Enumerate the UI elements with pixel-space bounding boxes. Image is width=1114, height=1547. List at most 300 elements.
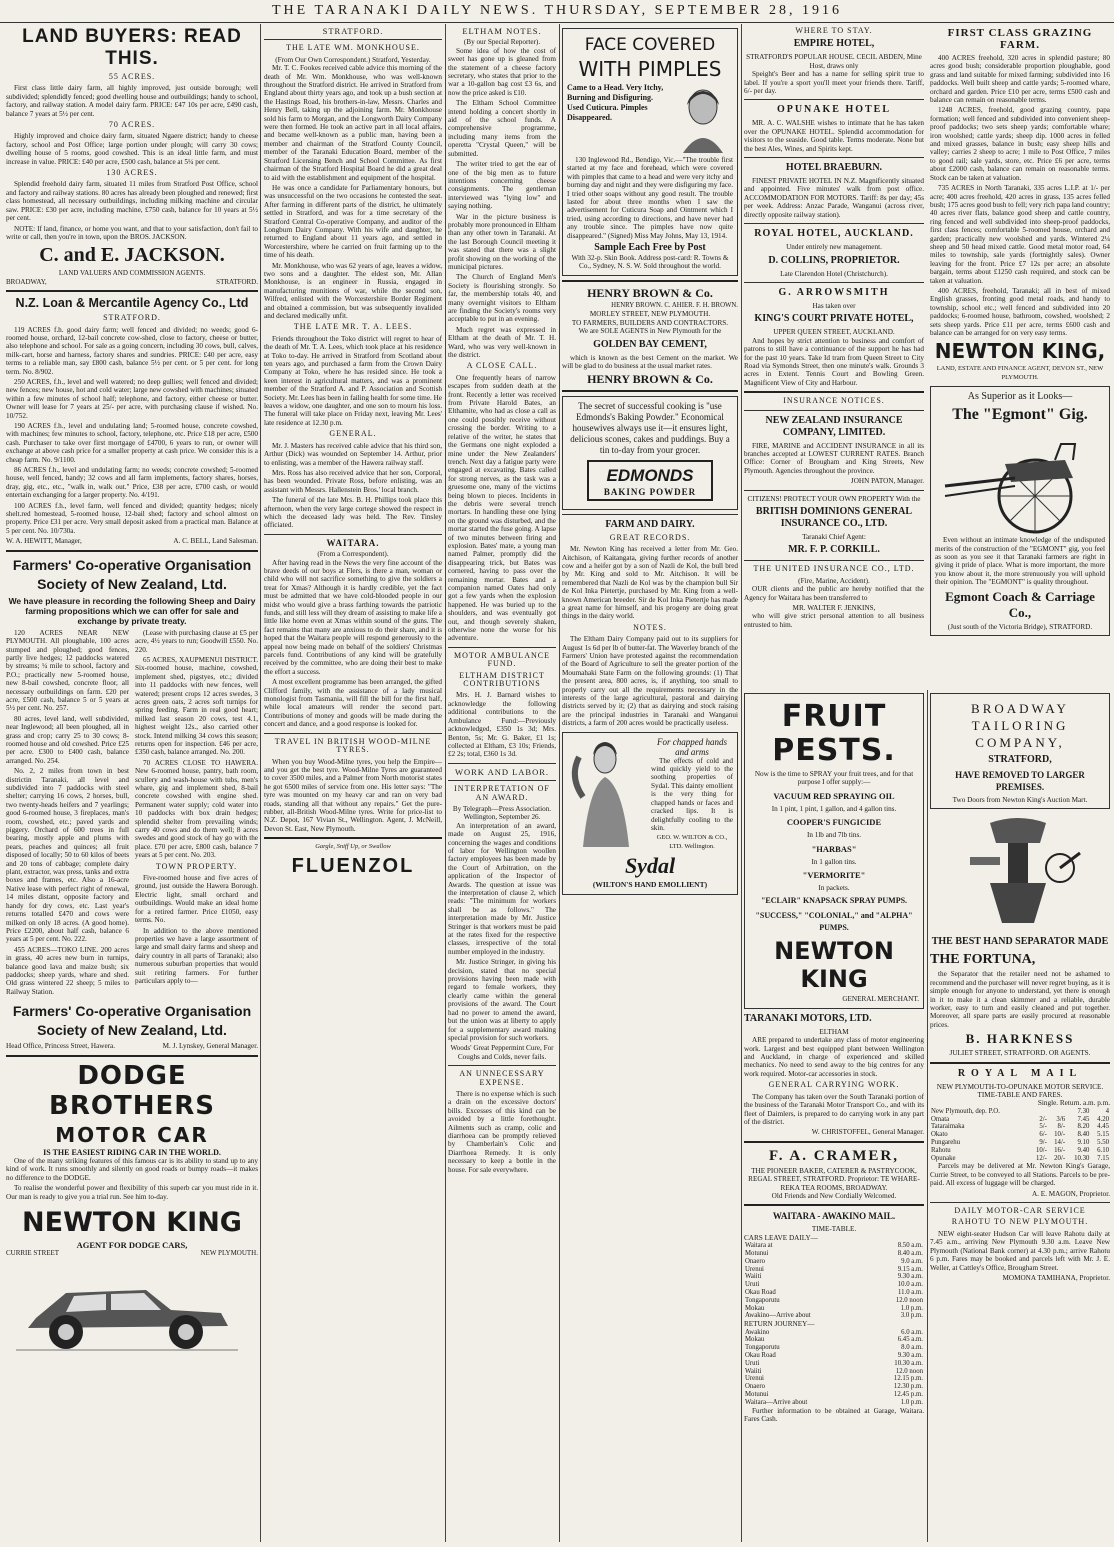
divider (6, 1055, 258, 1057)
great-records-p: Mr. Newton King has received a letter from Mr. Geo. Aitchison, of Kaitangata, giving further records of another cow and a heifer got by a son of Nazli de Kol, the bull bred by Mr. King and sold to Mr. Aitchison. It will be remembered that Nazli de Kol was by the champion bull Sir de Kol Inka Pietertje, purchased by Mr. King from a well-known American breeder. Sir de Kol Inka Pietertje has made a great name for himself, and his progeny are doing great things in the dairy world. (562, 545, 738, 621)
royal-hotel-title: ROYAL HOTEL, AUCKLAND. (754, 228, 914, 240)
column-rule (741, 24, 742, 1542)
eltham-heading: ELTHAM NOTES. (462, 26, 542, 36)
daily-motor-text: NEW eight-seater Hudson Car will leave Rahotu daily at 7.45 a.m., arriving New Plymouth 9.30 a.m. Leave New Plymouth (National Bank corner) at 4.30 p.m.; arrive Rahotu 6 p.m. Fares may be booked and parcels left with Mr. J. E. Weller, at Cattley's Office, Brougham Street. (930, 1229, 1110, 1272)
timetable-row (744, 1305, 924, 1313)
sydal-logo: Sydal (624, 853, 676, 879)
harkness-title: B. HARKNESS (965, 1031, 1075, 1047)
timetable-stop: Motunui (745, 1390, 769, 1398)
farmers-r2: 65 ACRES, XAUPMENUI DISTRICT. Six-roomed house, machine, cowshed, implement shed, pigstyes, etc.; divided into 11 paddocks with new fences, well watered; present crops 12 acres swedes, 3 acres green oats, 2 acres soft turnips for spring feeding. Farm in real good heart; milked last season 20 cows, test 4.1, highest weight 12s., also carried other stock. Intend milking 34 cows this season; returns open for inspection. £46 per acre, £350 cash, balance arranged. No. 200. (135, 655, 258, 757)
fruit-pests-item-4-sub: In packets. (818, 884, 850, 893)
nz-loan-100: 100 ACRES f.h., level farm, well fenced and divided; quantity hedges; nicely shelt.red homestead, 5-roomed house, 12-bail shed; factory and school almost on property. Price £31 per acre. Very small deposit asked from a practical man. Balance at 5 per cent. No. 10/730a. (6, 501, 258, 535)
timetable-value: 8.40 a.m. (897, 1249, 923, 1257)
taranaki-motors-sub: ELTHAM (819, 1027, 849, 1036)
timetable-value: 4 (1105, 1107, 1109, 1115)
timetable-stop: Urenui (745, 1375, 764, 1383)
opunake-hotel-text: MR. A. C. WALSHE wishes to intimate that he has taken over the OPUNAKE HOTEL. Splendid accommodation for visitors to the seaside. Good table. Terms moderate. None but the best Ales, Wines, and Spirits kept. (744, 119, 924, 153)
divider (744, 1141, 924, 1143)
dodge-p2: To realise the wonderful power and flexibility of this superb car you must ride in it. Our man is ready to give you a trial run. See him to-day. (6, 1184, 258, 1201)
woods-cure-ad: Woods' Great Peppermint Cure, For Coughs and Colds, never fails. (450, 1044, 554, 1061)
timetable-row (744, 1375, 924, 1383)
fruit-pests-ad (744, 693, 924, 1009)
timetable-stop: Okato (931, 1131, 948, 1139)
gig-title: The "Egmont" Gig. (952, 406, 1088, 424)
eltham-byline: (By our Special Reporter). (463, 38, 541, 47)
royal-mail-sub: NEW PLYMOUTH-TO-OPUNAKE MOTOR SERVICE. (936, 1082, 1104, 1091)
ad-130-heading: 130 ACRES. (106, 168, 158, 178)
timetable-value: 9/- (1039, 1139, 1047, 1147)
dodge-title: DODGE BROTHERS (49, 1060, 215, 1121)
sydal-sub: (WILTON'S HAND EMOLLIENT) (592, 880, 708, 890)
farmers-more: No. 2, 2 miles from town in best districtin Taranaki, all level and subdivided into 7 paddocks with steel shelter; carrying 16 cows, 2 horses, bull, two twenty-heads heifers and 7 yearlings; good 6-roomed house, 3 fireplaces, man's room, cowshed, etc.; paved yards and piggery. Orchard of 600 trees in full bearing, mostly apple and plums with pears, peaches and quinces; all fruit disposed of locally; 50 to 60 kilos of beets and 20 tons of cabbage; complete dairy plant, extractor, wax press, tanks and extra boxes and frames, etc. Also a 16-acre Native lease with perfect right of renewal, 14 miles distant, opposite factory and handy for dry cows, etc. Last year's returns totalled £470 and cows were milked on only 18 acres. (A good home). Price £2200, about half cash, balance 6 years at 5 per cent. No. 222. (6, 767, 129, 944)
broadway-tailoring-text: HAVE REMOVED TO LARGER PREMISES. (955, 770, 1085, 792)
farmers-455: 455 ACRES—TOKO LINE. 200 acres in grass, 40 acres new burn in turnips, balance good lava and maize bush; six paddocks; sheep yards, whare and shed. Old grass wintered 22 sheep; 5 miles to Railway Station. (6, 945, 129, 996)
timetable-value: 8.40 (1077, 1131, 1090, 1139)
award-heading: INTERPRETATION OF AN AWARD. (454, 784, 550, 802)
dodge-p1: One of the many striking features of this famous car is its ability to stand up to any kind of work. It runs smoothly and silently on good roads or bumpy roads—it makes no difference to the DODGE. (6, 1156, 258, 1182)
opunake-hotel-title: OPUNAKE HOTEL (776, 104, 892, 116)
timetable-value (1030, 1108, 1048, 1116)
timetable-value: 5.15 (1097, 1131, 1109, 1139)
timetable-row (744, 1329, 924, 1337)
waitara-p1: After having read in the News the very fine account of the brave deeds of our boys at Flers, is there a man, woman or child who will not sacrifice something to give the soldiers a treat for Xmas? Although it is hardly credible, yet the fact must be admitted that we have cold-blooded people in our midst who would give a brass farthing towards the patriotic funds, and still less will they dream of assisting to make life a little like home even at Xmas within sound of the guns. The fact remains that many are anxious to do their share, and it is hoped that the Waitara people will respond generously to the appeal now being made on behalf of the soldiers' Christmas parcels fund. Contributions of any kind will be gratefully received by the committee, who are doing their best to make the effort a success. (264, 558, 442, 676)
dodge-car-illustration (6, 1258, 246, 1358)
timetable-row (744, 1360, 924, 1368)
royal-mail-table (930, 1108, 1110, 1163)
royal-mail-columns: Single. Return. a.m. p.m. (1037, 1099, 1110, 1108)
divider (264, 39, 442, 40)
farmers-signature (6, 1042, 258, 1050)
column-6-bottom (930, 693, 1110, 1543)
column-2 (264, 24, 442, 1544)
henry-brown-title: HENRY BROWN & Co. (587, 285, 713, 300)
timetable-value: 8/- (1057, 1123, 1066, 1131)
timetable-value: 9.30 a.m. (897, 1273, 923, 1281)
harkness-sub: JULIET STREET, STRATFORD. OR AGENTS. (949, 1049, 1091, 1058)
separator-heading: THE BEST HAND SEPARATOR MADE (931, 936, 1109, 948)
henry-brown-title-2: HENRY BROWN & Co. (587, 372, 713, 387)
fruit-pests-item-4: "VERMORITE" (802, 870, 866, 881)
timetable-value: 10.0 a.m. (897, 1281, 923, 1289)
eltham-p4: War in the picture business is probably more pronounced in Eltham than any other town in Taranaki. At the last Borough Council meeting it was stated that there was a slight profit showing on the working of the municipal pictures. (448, 212, 556, 271)
where-to-stay-heading: WHERE TO STAY. (795, 26, 873, 35)
ambulance-subheading: ELTHAM DISTRICT CONTRIBUTIONS (459, 670, 545, 689)
timetable-stop: Pungarehu (931, 1139, 961, 1147)
pimples-sub: Came to a Head. Very Itchy, Burning and Disfiguring. Used Cuticura. Pimples Disappeared. (567, 83, 664, 122)
grazing-farm-title: FIRST CLASS GRAZING FARM. (947, 27, 1093, 51)
cramer-sub: THE PIONEER BAKER, CATERER & PASTRYCOOK, REGAL STREET, STRATFORD. Proprietor: TE WHARE-REKA TEA ROOMS, BROADWAY. (748, 1166, 920, 1192)
waitara-outbound-table (744, 1242, 924, 1320)
work-labor-heading: WORK AND LABOR. (454, 766, 550, 777)
ad-55-text: First class little dairy farm, all highly improved, just outside borough; well subdivided; splendidly fenced; good dwelling house and outbuildings; handy to school, factory, and railway station. A model dairy farm. PRICE: £47 10s per acre, £490 cash, balance 7 years at 5½ per cent. (6, 84, 258, 118)
ad-70-text: Highly improved and choice dairy farm, situated Ngaere district; handy to cheese factory, school and Post Office; large portion under plough; will carry 30 cows; dwelling house of 5 rooms, good cowshed. This is an ideal little farm, and must increase in value. PRICE: £40 per acre, £500 cash, balance at 5¼ per cent. (6, 132, 258, 166)
henry-brown-agent: We are SOLE AGENTS in New Plymouth for the (578, 327, 722, 336)
column-5-bottom (744, 693, 924, 1543)
divider (930, 1062, 1110, 1064)
newton-king-address (6, 1249, 258, 1257)
nz-loan-salesman: A. C. BELL, Land Salesman. (173, 537, 258, 546)
timetable-stop: Okau Road (745, 1351, 776, 1359)
column-rule (559, 24, 560, 1542)
expense-heading: AN UNNECESSARY EXPENSE. (459, 1069, 545, 1087)
nz-loan-119: 119 ACRES f.h. good dairy farm; well fenced and divided; no weeds; good 6-roomed house, orchard, 12-bail concrete cow-shed, close to factory, cheese or butter, also telephone and school. For sale as a going concern, including 30 cows, bull, calves, milk-cart, horse and harness, factory shares and sundries. PRICE: £40 per acre, easy terms to a reliable man, say £800 cash, balance 5½ per cent. or 5 per cent. for long term. No. 8/902. (6, 325, 258, 376)
fruit-pests-item-5: "ECLAIR" KNAPSACK SPRAY PUMPS. (760, 896, 908, 906)
timetable-row (744, 1273, 924, 1281)
dodge-tag: IS THE EASIEST RIDING CAR IN THE WORLD. (43, 1147, 221, 1157)
nz-loan-manager: W. A. HEWITT, Manager, (6, 537, 82, 546)
grazing-735: 735 ACRES in North Taranaki, 335 acres L.I.P. at 1/- per acre; 400 acres freehold, 420 acres in grass, 135 acres felled bush; 175 acres good bush to fell; very rich papa land country; 40 acres river flats, balance good sheep and cattle country, ring fenced and well subdivided into sheep-proof paddocks, first class fences; comfortable 5-roomed house, orchard and garden; practically new woolshed and yards. Wintered 2¼ sheep and 50 head mixed cattle. Good metal motor road, 64 miles to township, sale yards (fortnightly sales). Owner leaving for the front. Price £7 12s per acre; an absolute bargain, terms about £1250 cash required, and stock can be taken at valuation. (930, 184, 1110, 285)
nz-loan-250: 250 ACRES, f.h., level and well watered; no deep gullies; well fenced and divided; new fences; new house, hot and cold water; large new cowshed with machines; situated within a few minutes of school half; telephone, and factory, either cheese or butter. Owner will lease for 7 years at 25/- per acre, with purchasing clause if wished. No. 10/752. (6, 377, 258, 420)
monkhouse-p2: He was once a candidate for Parliamentary honours, but was unsuccessful on the two occasions he contested the seat. After farming in different parts of the district, he ultimately settled in Stratford, and was for a time secretary of the Stratford Central Co-operative Company, and auditor of the Longburn Dairy Company. With his wife and daughter, he returned to England about 11 years ago, and settled in Worcestershire, where he carried on fruit farming up to the time of his death. (264, 183, 442, 260)
timetable-value: 7.45 (1077, 1115, 1090, 1123)
empire-hotel-sub: STRATFORD'S POPULAR HOUSE. CECIL ABDEN, Mine Host, draws only (746, 53, 922, 70)
timetable-value: 2/- (1039, 1115, 1047, 1123)
gig-text: Even without an intimate knowledge of the undisputed merits of the construction of the "EGMONT" gig, you feel as soon as you see it that Taranaki farmers are right in giving it pride of place. What is more important, the more you know about it, the more strenuously you will uphold their opinion. The "EGMONT" is quality throughout. (935, 536, 1105, 587)
divider (448, 763, 556, 764)
farmers-right-col (135, 629, 258, 998)
general-heading: GENERAL. (329, 429, 377, 439)
farm-dairy-heading: FARM AND DAIRY. (605, 518, 695, 530)
united-insurance-text-2: who will give strict personal attention to all business entrusted to him. (744, 612, 924, 629)
fruit-pests-item-3: "HARBAS" (811, 843, 857, 854)
nz-insurance-text: FIRE, MARINE and ACCIDENT INSURANCE in all its branches accepted at LOWEST CURRENT RATES. Branch Office: Corner of Brougham and King Streets, New Plymouth. Agencies throughout the province. (744, 441, 924, 475)
column-rule (445, 24, 446, 1542)
fruit-pests-item-1-sub: In 1 pint, 1 pint, 1 gallon, and 4 gallon tins. (771, 804, 897, 813)
waitara-note: Further information to be obtained at Garage, Waitara. Fares Cash. (744, 1406, 924, 1423)
broadway-tailoring-location: Two Doors from Newton King's Auction Mart. (952, 796, 1088, 804)
stratford-dateline: STRATFORD. (322, 26, 384, 36)
timetable-value: 9.10 (1077, 1139, 1090, 1147)
pimples-offer: Sample Each Free by Post (594, 242, 706, 254)
eltham-p6: Much regret was expressed in Eltham at the death of Mr. T. H. Ward, who was very well-known in the district. (448, 325, 556, 360)
newton-king-logo: NEWTON KING (22, 1207, 242, 1238)
jackson-note: NOTE: If land, finance, or home you want, and that to your satisfaction, don't fail to write or call, then you're in town, upon the BROS. JACKSON. (6, 224, 258, 241)
eltham-p2: The Eltham School Committee intend holding a concert shortly in aid of the school funds. A comprehensive programme, including many items from the operetta "Crystal Queen," will be submitted. (448, 99, 556, 158)
timetable-stop: Omata (931, 1115, 950, 1123)
grazing-400b: 400 ACRES, freehold, Taranaki; all in best of mixed English grasses, fronting good metal roads, and handy to township, school etc.; well fenced and subdivided into 20 paddocks; 6-roomed house, bathroom, cowshed, woolshed; 2 sets sheep yards. Price £11 per acre, terms £600 cash and balance can be arranged for on very easy terms. (930, 286, 1110, 337)
close-call-heading: A CLOSE CALL. (466, 361, 538, 371)
timetable-stop: Opunake (931, 1154, 956, 1162)
timetable-stop: Waitara at (745, 1242, 773, 1250)
citizens-agent: Taranaki Chief Agent: (802, 533, 866, 541)
eltham-p3: The writer tried to get the ear of one of the big men as to future intentions concerning cheese consignments. The gentleman interviewed was "lying low" and saying nothing. (448, 160, 556, 211)
column-3 (448, 24, 556, 1544)
nz-insurance-title: NEW ZEALAND INSURANCE COMPANY, LIMITED. (765, 414, 903, 438)
farmers-intro: We have pleasure in recording the following Sheep and Dairy farming propositions which we can offer for sale and exchange by private treaty. (8, 595, 256, 626)
arrowsmith-title: G. ARROWSMITH (778, 286, 890, 298)
timetable-stop: Okau Road (745, 1288, 776, 1296)
sydal-copy (651, 737, 733, 851)
timetable-value: 6.45 a.m. (897, 1336, 923, 1344)
citizens-text: CITIZENS! PROTECT YOUR OWN PROPERTY With the (747, 494, 921, 503)
divider (6, 290, 258, 292)
cramer-text: Old Friends and New Cordially Welcomed. (771, 1191, 897, 1200)
royal-mail-title: ROYAL MAIL (957, 1067, 1083, 1079)
award-p1: An interpretation of an award, made on August 25, 1916, concerning the wages and conditions of labor for Wellington woollen factory employees has been made by the Court of Arbitration, on the application of the Inspector of Awards. The question at issue was the interpretation of clause 2, which reads: "The minimum for workers shall be as follows." The interpretation made by Mr. Justice Stringer is that workers must be paid at the rates fixed for the respective classes, irrespective of the total number employed in the industry. (448, 821, 556, 956)
fruit-pests-item-3-sub: In 1 gallon tins. (811, 857, 857, 866)
eltham-p1: Some idea of how the cost of sweet has gone up is gleaned from the statement of a cheese factory secretary, who states that prior to the war a 10-gallon bag cost £3 6s, and now the price asked is £10. (448, 46, 556, 97)
united-insurance-text: OUR clients and the public are hereby notified that the Agency for Waitara has been transferred to (744, 585, 924, 602)
timetable-value: 10/- (1054, 1131, 1066, 1139)
timetable-row (930, 1139, 1110, 1147)
divider (448, 780, 556, 781)
ambulance-p: Mrs. H. J. Barnard wishes to acknowledge the following additional contributions to the Ambulance Fund:—Previously acknowledged, £350 1s 3d; Mrs. Benton, 5s; Mr. G. Baker, £1 1s; collected at Eltham, £3 10s; Friends, £2 2s; total, £360 1s 3d. (448, 691, 556, 759)
timetable-value: 3.0 p.m. (900, 1312, 923, 1320)
timetable-row (930, 1155, 1110, 1163)
expense-p: There is no expense which is such a drain on the excessive doctors' bills. Excesses of this kind can be avoided by a little forethought. Ailments such as cramp, colic and diarrhoea can be promptly relieved by Chamberlain's Colic and Diarrhoea Remedy. It is only necessary to keep a bottle in the house. For sale everywhere. (448, 1089, 556, 1174)
monkhouse-byline: (From Our Own Correspondent.) Stratford, Yesterday. (275, 55, 431, 64)
fruit-pests-item-6: "SUCCESS," "COLONIAL," and "ALPHA" PUMPS. (755, 911, 913, 933)
timetable-stop: Tongaporutu (745, 1344, 780, 1352)
timetable-value: 10/- (1035, 1146, 1047, 1154)
timetable-row (744, 1391, 924, 1399)
insurance-heading: INSURANCE NOTICES. (783, 396, 885, 406)
pimples-testimonial: 130 Inglewood Rd., Bendigo, Vic.—"The trouble first started at my face and forehead, which were covered with pimples that came to a head and were very itchy and burning day and night and they were disfiguring my face. I tried other soaps without any good result. The trouble lasted for about three months when I saw the advertisement for Cuticura Soap and Ointment which I tried, using according to directions, and have never had any trouble since. The pimples have now quite disappeared." (Signed) Miss May Johns, May 13, 1914. (567, 156, 733, 240)
ad-130-text: Splendid freehold dairy farm, situated 11 miles from Stratford Post Office, school and factory and railway stations. 80 acres has already been ploughed and renewed; first class homestead, all necessary outbuildings, including milking machine and circular saw. PRICE: £30 per acre, including machine, £750 cash, balance for 10 years at 5½ per cent. (6, 180, 258, 223)
divider (264, 534, 442, 535)
kings-court-text: And hopes by strict attention to business and comfort of patrons to still have a continuance of the support he has had for the past 10 years. Take Id tram from Queen Street to City Road via Symonds Street, then one minute's walk. Grounds 3 acres in Extent. Tennis Court and Bowling Green. Magnificent View of City and Harbour. (744, 336, 924, 387)
divider (264, 733, 442, 734)
timetable-row (744, 1336, 924, 1344)
pimples-headline-2: WITH PIMPLES (578, 57, 722, 81)
royal-mail-proprietor: A. E. MAGON, Proprietor. (1031, 1189, 1110, 1198)
farmers-title: Farmers' Co-operative Organisation Society of New Zealand, Ltd. (12, 556, 252, 592)
jenkins-name: MR. WALTER F. JENKINS, (792, 604, 876, 613)
empire-hotel-text: Speight's Beer and has a name for selling spirit true to label. If you're a sport you'll meet your friends there. Tariff, 6/- per day. (744, 70, 924, 96)
fortuna-title: THE FORTUNA, (930, 952, 1036, 968)
timetable-stop: Waiiti (745, 1273, 762, 1281)
braeburn-title: HOTEL BRAEBURN. (785, 162, 883, 174)
timetable-stop: New Plymouth, dep. P.O. (931, 1107, 1000, 1115)
divider (264, 837, 442, 839)
timetable-stop: Rahotu (931, 1146, 951, 1154)
sydal-text: The effects of cold and wind quickly yield to the soothing properties of Sydal. This dainty emollient is the very thing for chapped hands or faces and cracked lips. It is delightfully cooling to the skin. (651, 756, 733, 832)
divider (744, 223, 924, 224)
timetable-value: 3/6 (1056, 1115, 1066, 1123)
timetable-value: 5/- (1039, 1123, 1047, 1131)
timetable-value (1048, 1108, 1066, 1116)
woman-arms-illustration (567, 737, 647, 847)
jackson-sub: LAND VALUERS AND COMMISSION AGENTS. (58, 269, 206, 278)
farmers-r1: (Lease with purchasing clause at £5 per acre, 4½ years to run; Goodwill £550. No. 220. (135, 628, 258, 654)
farmers-manager: M. J. Lynskey, General Manager. (162, 1042, 258, 1051)
divider (562, 514, 738, 515)
nz-loan-sub: STRATFORD. (103, 313, 161, 323)
ambulance-heading: MOTOR AMBULANCE FUND. (454, 650, 550, 669)
taranaki-motors-text: ARE prepared to undertake any class of motor engineering work. Largest and best equipped plant between Wellington and Auckland, in charge of experienced and skilled mechanics. No need to send away to the big centres for any work required. Motor-car accessories in stock. (744, 1036, 924, 1078)
divider (744, 157, 924, 158)
golden-bay-cement: GOLDEN BAY CEMENT, (593, 338, 707, 350)
fruit-pests-title: FRUIT PESTS. (772, 699, 896, 768)
column-rule (927, 690, 928, 1542)
farmers-town-heading: TOWN PROPERTY. (155, 861, 238, 871)
nz-loan-86: 86 ACRES f.h., level and undulating farm; no weeds; concrete cowshed; 5-roomed house, well fenced, handy; 32 cows and all farm implements, factory shares, horses, dray, gig, etc., etc., "walk in, walk out." Price, £38 per acre, £700 cash, or would entertain exchanging for a larger property. No. 4/191. (6, 466, 258, 500)
divider (562, 390, 738, 392)
newton-king-title: NEWTON KING, (934, 339, 1106, 364)
divider (744, 410, 924, 411)
fruit-pests-item-1: VACUUM RED SPRAYING OIL (773, 790, 895, 801)
timetable-value: 6.10 (1097, 1146, 1109, 1154)
timetable-value: 8.0 a.m. (901, 1344, 923, 1352)
egmont-coach-address: (Just south of the Victoria Bridge), STRATFORD. (947, 622, 1093, 631)
general-p2: Mrs. Ross has also received advice that her son, Corporal, has been wounded. Private Ross, before enlisting, was an assistant with Messrs. Hallenstein Bros.' local branch. (264, 468, 442, 494)
tyres-p: When you buy Wood-Milne tyres, you help the Empire—and you get the best tyre. Wood-Milne Tyres are guaranteed to cover 3500 miles, and a Palmer from North motorist states he got 6500 miles of service from one. His letter says: "The tyre was mounted on my heavy car and ran on very bad roads, standing all that without any repairs." Get the pure-rubber, all-British Wood-Milne tyres. Write for price-list to N.Z. Depot, 167 Vivian St., Wellington. Agent, J. McNeill, Devon St. East, New Plymouth. (264, 757, 442, 833)
daily-motor-sub: RAHOTU TO NEW PLYMOUTH. (951, 1217, 1089, 1227)
farmers-left-col (6, 629, 129, 998)
timetable-row (744, 1250, 924, 1258)
timetable-row (744, 1344, 924, 1352)
timetable-value: 12.15 p.m. (893, 1375, 923, 1383)
edmonds-text: The secret of successful cooking is "use Edmonds's Baking Powder." Economical housewives always use it—it ensures light, delicious scones, cakes and puddings. Buy a tin to-day from your grocer. (570, 401, 730, 456)
edmonds-logo-sub: BAKING POWDER (603, 487, 697, 498)
waitara-return-label: RETURN JOURNEY— (744, 1320, 815, 1329)
united-insurance-title: THE UNITED INSURANCE CO., LTD. (753, 564, 915, 574)
divider (744, 560, 924, 561)
timetable-value: 12/- (1035, 1154, 1047, 1162)
timetable-value: 9.30 a.m. (897, 1351, 923, 1359)
timetable-row (744, 1399, 924, 1407)
henry-brown-names: HENRY BROWN. C. AHIER. F. H. BROWN. (611, 301, 738, 309)
column-5-top (744, 24, 924, 690)
close-call-p: One frequently hears of narrow escapes from sudden death at the front. Recently a letter was received from Private Harold Bates, an Elthamite, who had as close a call as one could possibly receive without crossing the border. Writing to a relative of the writer, he states that the Germans one night exploded a mine under the New Zealanders' trench. Next day a fatigue party were engaged at excavating. Bates called for strong nerves, as the task was a gruesome one, many of the victims being blown to pieces. Incidents in the debris were several trench mortars. In handling these one lying on the ground was disturbed, and the mortar started the fuse going. A lapse of two minutes between firing and explosion. Bates' mate, a young man named Palmer, promptly did the disappearing trick, but Bates was cornered, having to pass over the remaining mortar. Bates and a companion named Oates had only got a few yards when the explosion happened. He was buried up to the shoulders, and was eventually got out, and though severely shaken, otherwise none the worse for his adventure. (448, 373, 556, 643)
column-rule (260, 24, 261, 1542)
timetable-row (744, 1312, 924, 1320)
timetable-value: 10.30 a.m. (894, 1359, 923, 1367)
timetable-row (930, 1116, 1110, 1124)
timetable-value: 5.50 (1097, 1139, 1109, 1147)
waitara-p2: A most excellent programme has been arranged, the gifted Clifford family, with the assistance of a lady musical monologist from Tasmania, will fill the bill for the first half, while local amateurs will render the second part. Contributions of money and goods will be made during the concert and dance, and a good response is looked for. (264, 678, 442, 729)
timetable-stop: Tongaporutu (745, 1296, 780, 1304)
fluenzol-tagline: Gargle, Sniff Up, or Swallow (315, 843, 391, 851)
jackson-title: C. and E. JACKSON. (39, 244, 225, 267)
royal-mail-note: Parcels may be delivered at Mr. Newton King's Garage, Currie Street, to be conveyed to all Stations. Parcels to be pre-paid. All excess of luggage will be charged. (930, 1162, 1110, 1188)
timetable-value: 7.15 (1097, 1154, 1109, 1162)
pimples-headline-1: FACE COVERED (584, 35, 716, 55)
divider (6, 550, 258, 552)
award-byline: By Telegraph—Press Association. Wellington, September 26. (452, 804, 552, 822)
british-dominions-title: BRITISH DOMINIONS GENERAL INSURANCE CO., LTD. (755, 506, 913, 529)
waitara-mail-sub: TIME-TABLE. (811, 1225, 857, 1234)
timetable-value: 12.0 noon (895, 1367, 923, 1375)
carrying-text: The Company has taken over the South Taranaki portion of the business of the Taranaki Motor Transport Co., and with its fleet of Daimlers, is prepared to do carrying work in any part of the district. (744, 1092, 924, 1126)
timetable-row (744, 1258, 924, 1266)
divider (744, 99, 924, 100)
arrowsmith-taken: Has taken over (812, 301, 856, 310)
broadway-tailoring-ad (930, 693, 1110, 809)
farmers-r5: In addition to the above mentioned properties we have a large assortment of large and small dairy farms and sheep and dairy country in all parts of Taranaki; also numerous suburban properties that would suit retiring farmers. For further particulars apply to— (135, 926, 258, 985)
timetable-value: 12.0 noon (895, 1296, 923, 1304)
jackson-address (6, 278, 258, 286)
timetable-value: 8.50 a.m. (897, 1242, 923, 1250)
nz-loan-190: 190 ACRES f.h., level and undulating land; 5-roomed house, concrete cowshed, with machines; few minutes to school, factory, telephone, etc. Price £18 per acre, £500 cash. Purchaser to take over first mortgage of £4700, 6 years to run, or owner will exchange at above cash price for a smaller property at cash price. We consider this is a cheap farm. No. 9/1100. (6, 422, 258, 464)
divider (448, 647, 556, 648)
timetable-stop: Mokau (745, 1336, 765, 1344)
timetable-row (744, 1266, 924, 1274)
notes-p: The Eltham Dairy Company paid out to its suppliers for August 1s 6d per lb of butter-fat. The Waverley branch of the Farmers' Union have protested against the recommendation of the Board of Agriculture to sell the greater portion of the Moumahaki State Farm on the following grounds: (1) That the present area, 800 acres, is, if anything, too small to properly carry out all the requirements necessary in the interests of the large agricultural, pastoral and dairying districts served by it; (2) that as dairying and stock raising are the principal industries in Taranaki and Wanganui districts, a farm of 200 acres would be practically useless. (562, 635, 738, 728)
edmonds-logo: EDMONDS (606, 466, 694, 486)
sydal-tagline: For chapped hands and arms (657, 736, 727, 757)
fruit-pests-general-merchant: GENERAL MERCHANT. (842, 995, 919, 1004)
timetable-stop: Tataraimaka (931, 1123, 965, 1131)
woman-portrait-illustration (673, 83, 733, 153)
henry-brown-to: TO FARMERS, BUILDERS AND CONTRACTORS. (571, 318, 729, 327)
daily-motor-proprietor: MOMONA TAMIHANA, Proprietor. (1002, 1273, 1110, 1282)
timetable-value: 7.30 (1077, 1107, 1090, 1115)
jackson-left: BROADWAY, (6, 277, 47, 286)
farmers-120: 120 ACRES NEAR NEW PLYMOUTH. All ploughable, 100 acres stumped and ploughed; good fences, partly live hedges; 12 paddocks watered by streams; ¼ mile to school, factory and P.O.; practically new 5-roomed house, new 8-bail cowshed, concrete floor, all necessary outbuildings on farm. £20 per acre, £500 cash, balance 5 or 5 years at 5½ per cent. No. 257. (6, 628, 129, 713)
column-6-top (930, 24, 1110, 690)
royal-hotel-late: Late Clarendon Hotel (Christchurch). (780, 269, 888, 278)
timetable-value: 4.45 (1097, 1123, 1109, 1131)
divider (930, 1202, 1110, 1203)
masthead: THE TARANAKI DAILY NEWS. THURSDAY, SEPTEMBER 28, 1916 (0, 0, 1114, 23)
carrying-heading: GENERAL CARRYING WORK. (768, 1080, 900, 1090)
newton-king-sub: AGENT FOR DODGE CARS, (76, 1240, 188, 1250)
egmont-gig-ad (930, 386, 1110, 636)
timetable-stop: Awakino—Arrive about (745, 1312, 811, 1320)
sydal-body (567, 737, 733, 851)
henry-brown-text: which is known as the best Cement on the market. We will be glad to do business at the usual market rates. (562, 353, 738, 370)
carrying-manager: W. CHRISTOFFEL, General Manager. (811, 1128, 924, 1137)
farmers-title-2: Farmers' Co-operative Organisation Society of New Zealand, Ltd. (12, 1003, 252, 1039)
newton-king-town: NEW PLYMOUTH. (200, 1249, 258, 1258)
timetable-value: 8.20 (1077, 1123, 1090, 1131)
timetable-stop: Waiiti (745, 1367, 762, 1375)
timetable-row (744, 1289, 924, 1297)
timetable-value: 20/- (1054, 1154, 1066, 1162)
waitara-dateline: WAITARA. (326, 537, 380, 548)
timetable-row (744, 1383, 924, 1391)
united-insurance-sub: (Fire, Marine, Accident). (798, 576, 870, 585)
pimples-offer-detail: With 32-p. Skin Book. Address post-card: R. Towns & Co., Sydney, N. S. W. Sold throughout the world. (571, 254, 729, 271)
farmers-listings (6, 629, 258, 998)
timetable-value: 16/- (1054, 1146, 1066, 1154)
grazing-400a: 400 ACRES freehold, 320 acres in splendid pasture; 80 acres good bush; considerable proportion ploughable, good grass and land suitable for mixed farming; subdivided into 16 paddocks. Well built sheep and cattle yards; 5-roomed whare, orchard and garden. Price £10 per acre, terms £500 cash and balance can remain on reasonable terms. (930, 54, 1110, 105)
timetable-value: 9.0 a.m. (901, 1257, 923, 1265)
timetable-stop: Mokau (745, 1304, 765, 1312)
royal-hotel-proprietor: D. COLLINS, PROPRIETOR. (768, 254, 900, 266)
tyres-heading: TRAVEL IN BRITISH WOOD-MILNE TYRES. (274, 736, 432, 755)
edmonds-ad (562, 396, 738, 509)
ad-70-heading: 70 ACRES. (108, 120, 156, 130)
timetable-stop: Uruti (745, 1281, 760, 1289)
fruit-pests-text: Now is the time to SPRAY your fruit trees, and for that purpose I offer supply:— (754, 770, 914, 787)
column-4 (562, 24, 738, 1544)
lees-p: Friends throughout the Toko district will regret to hear of the death of Mr. T. A. Lees, which took place at his residence at Toko to-day. He arrived in Stratford from Scotland about ten years ago, and purchased a farm from the Crown Dairy Company at Toko, where he has resided since. He took a keen interest in agricultural matters, and was a prominent member of the Stratford A. and P. Association and Scottish Society. Mr. Lees has been in failing health for some time. He leaves a widow, one daughter, and one son to mourn his loss. The funeral will take place on Friday next, leaving Mr. Lees' late residence at 12.30 p.m. (264, 334, 442, 427)
royal-mail-timetable: TIME-TABLE AND FARES. (977, 1091, 1063, 1100)
nz-insurance-manager: JOHN PATON, Manager. (850, 477, 924, 486)
timetable-stop: Uruti (745, 1359, 760, 1367)
timetable-stop: Onaero (745, 1383, 766, 1391)
waitara-byline: (From a Correspondent). (317, 550, 389, 559)
lees-heading: THE LATE MR. T. A. LEES. (293, 322, 413, 332)
farmers-80: 80 acres, level land, well subdivided, near Inglewood; all been ploughed, all in grass and crop; carry 25 to 30 cows; 8-roomed house and old cowshed. Price £25 per acre. £300 to £400 cash, balance arranged. No. 254. (6, 714, 129, 765)
dodge-sub: MOTOR CAR (55, 1122, 209, 1147)
timetable-row (930, 1123, 1110, 1131)
grazing-1248: 1248 ACRES, freehold, good grazing country, papa formation; well fenced and subdivided into convenient sheep-proof paddocks; two sets sheep yards; comfortable whare; iron woolshed; cattle yards; sheep dip. 1000 acres in felled and mixed grasses, balance in bush; easy sheep hills and valley; carries 2 sheep to acre; 1 mile to Post Office, 7 miles to good rail; sale yards, store, etc. Price £6 per acre, terms about £2000 cash, balance can remain on reasonable terms. Stock can be taken at valuation. (930, 106, 1110, 182)
timetable-value: 9.40 (1077, 1146, 1090, 1154)
separator-illustration (930, 813, 1106, 933)
newton-king-land-sub: LAND, ESTATE AND FINANCE AGENT, DEVON ST., NEW PLYMOUTH. (936, 365, 1104, 381)
general-p1: Mr. J. Masters has received cable advice that his third son, Arthur (Dick) was wounded on September 14. Arthur, prior to enlisting, was a member of the Hawera railway staff. (264, 441, 442, 467)
timetable-row (744, 1242, 924, 1250)
kings-court-title: KING'S COURT PRIVATE HOTEL, (754, 313, 914, 325)
corkill-name: MR. F. P. CORKILL. (788, 544, 880, 556)
farmers-r4: Five-roomed house and five acres of ground, just outside the Hawera Borough. Electric light, small orchard and outbuildings. Would make an ideal home for a retired farmer. Price £1050, easy terms. No. (135, 874, 258, 925)
broadway-tailoring-sub: STRATFORD, (988, 754, 1052, 765)
timetable-row (744, 1368, 924, 1376)
land-buyers-title: LAND BUYERS: READ THIS. (22, 26, 242, 69)
